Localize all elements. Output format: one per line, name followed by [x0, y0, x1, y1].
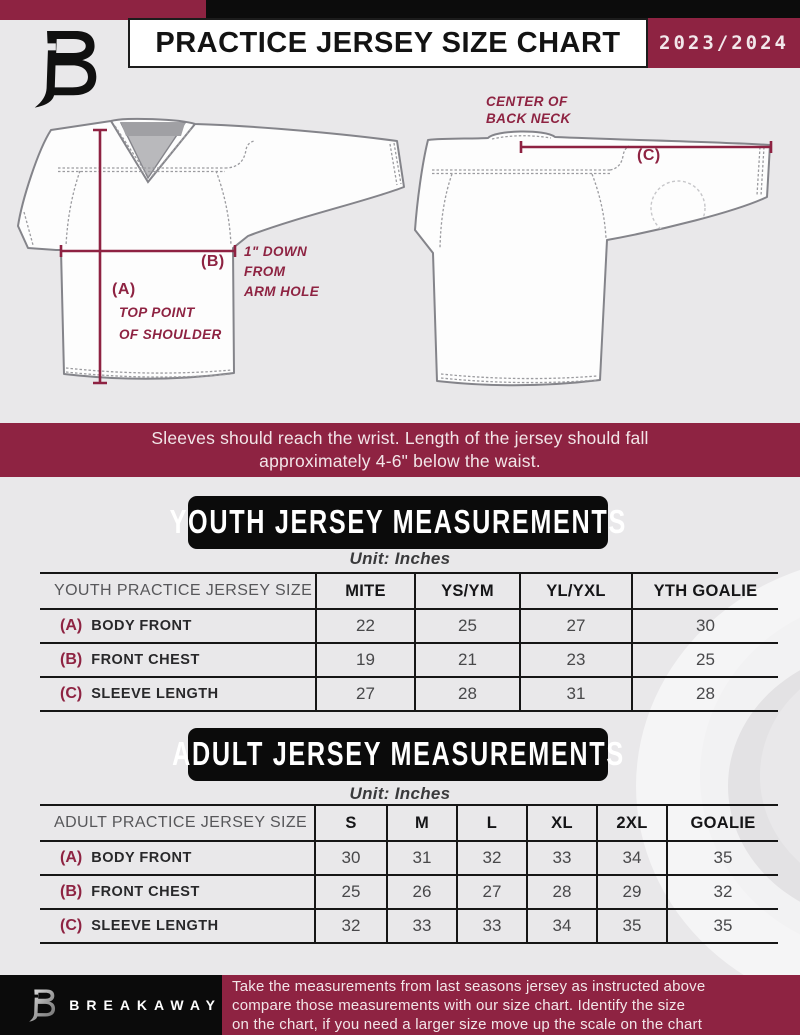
- table-title-cell: ADULT PRACTICE JERSEY SIZE: [54, 814, 308, 831]
- size-value-cell: 33: [527, 841, 597, 875]
- size-value-cell: 27: [520, 609, 632, 643]
- measurement-label-cell: [40, 643, 316, 677]
- size-value-cell: 33: [387, 909, 457, 943]
- size-value-cell: 27: [457, 875, 527, 909]
- measurement-label: SLEEVE LENGTH: [91, 918, 219, 934]
- measurement-key: (C): [60, 917, 83, 934]
- size-value-cell: 32: [667, 875, 778, 909]
- size-column-header: YTH GOALIE: [632, 573, 778, 609]
- size-column-header: M: [387, 805, 457, 841]
- footer-brand-block: [0, 975, 222, 1035]
- size-header-row: [40, 805, 778, 841]
- size-value-cell: 22: [316, 609, 415, 643]
- caption-line: OF SHOULDER: [119, 327, 222, 342]
- size-value-cell: 32: [315, 909, 387, 943]
- size-value-cell: 25: [315, 875, 387, 909]
- adult-section-header: [171, 728, 625, 781]
- measurement-key: (A): [60, 617, 83, 634]
- measurement-label-cell: [40, 609, 316, 643]
- fit-note-banner: [0, 423, 800, 477]
- measurement-label-cell: [40, 841, 315, 875]
- size-value-cell: 25: [632, 643, 778, 677]
- youth-section-title: YOUTH JERSEY MEASUREMENTS: [169, 503, 627, 541]
- size-value-cell: 28: [527, 875, 597, 909]
- size-value-cell: 35: [667, 841, 778, 875]
- measurement-key: (B): [60, 651, 83, 668]
- measurement-key-a: (A): [112, 281, 136, 298]
- size-value-cell: 28: [415, 677, 520, 711]
- size-value-cell: 33: [457, 909, 527, 943]
- breakaway-b-footer-icon: [24, 985, 57, 1025]
- collar-back-band: [121, 123, 185, 136]
- size-column-header: MITE: [316, 573, 415, 609]
- footer-instruction-line: compare those measurements with our size chart. Identify the size: [232, 996, 686, 1014]
- measurement-label: FRONT CHEST: [91, 652, 200, 668]
- size-header-row: [40, 573, 778, 609]
- table-title-cell: YOUTH PRACTICE JERSEY SIZE: [54, 582, 313, 599]
- size-value-cell: 30: [315, 841, 387, 875]
- fit-note-line: approximately 4-6" below the waist.: [259, 451, 541, 471]
- size-value-cell: 34: [527, 909, 597, 943]
- shoulder-caption: [119, 302, 222, 346]
- jersey-diagram-art: [0, 90, 800, 423]
- size-column-header: 2XL: [597, 805, 667, 841]
- size-value-cell: 35: [597, 909, 667, 943]
- measurement-key-b: (B): [201, 253, 225, 270]
- measurement-row: [40, 643, 778, 677]
- measurement-label: BODY FRONT: [91, 618, 192, 634]
- measurement-key-c: (C): [637, 147, 661, 164]
- page-title-text: PRACTICE JERSEY SIZE CHART: [155, 26, 621, 59]
- size-value-cell: 27: [316, 677, 415, 711]
- back-neck-caption: [486, 93, 571, 127]
- measurement-label-cell: [40, 909, 315, 943]
- youth-unit-label: Unit: Inches: [349, 549, 451, 568]
- measurement-label: SLEEVE LENGTH: [91, 686, 219, 702]
- footer-instruction-line: Take the measurements from last seasons jersey as instructed above: [232, 977, 706, 995]
- season-badge: [648, 18, 800, 68]
- size-value-cell: 19: [316, 643, 415, 677]
- youth-section-header: [169, 496, 627, 549]
- footer-instructions: [222, 975, 800, 1035]
- size-column-header: XL: [527, 805, 597, 841]
- adult-unit-label: Unit: Inches: [349, 784, 451, 803]
- measurement-row: [40, 875, 778, 909]
- youth-size-table: [40, 572, 778, 712]
- size-value-cell: 34: [597, 841, 667, 875]
- size-column-header: S: [315, 805, 387, 841]
- size-column-header: GOALIE: [667, 805, 778, 841]
- fit-note-line: Sleeves should reach the wrist. Length of the jersey should fall: [151, 428, 649, 448]
- size-value-cell: 31: [387, 841, 457, 875]
- caption-line: FROM: [244, 264, 286, 279]
- measurement-row: [40, 841, 778, 875]
- season-badge-text: 2023/2024: [659, 32, 789, 54]
- adult-section-title: ADULT JERSEY MEASUREMENTS: [171, 735, 625, 773]
- size-column-header: L: [457, 805, 527, 841]
- size-value-cell: 35: [667, 909, 778, 943]
- jersey-diagrams: [0, 90, 800, 423]
- top-strip-maroon: [0, 0, 206, 20]
- measurement-label: BODY FRONT: [91, 850, 192, 866]
- measurement-label-cell: [40, 677, 316, 711]
- adult-size-table: [40, 804, 778, 944]
- caption-line: CENTER OF: [486, 94, 568, 109]
- measurement-key: (A): [60, 849, 83, 866]
- size-value-cell: 23: [520, 643, 632, 677]
- size-value-cell: 29: [597, 875, 667, 909]
- armhole-caption: [244, 242, 319, 302]
- caption-line: TOP POINT: [119, 305, 195, 320]
- measurement-row: [40, 609, 778, 643]
- footer-instruction-line: on the chart, if you need a larger size move up the scale on the chart: [232, 1015, 703, 1033]
- measurement-key: (C): [60, 685, 83, 702]
- caption-line: BACK NECK: [486, 111, 571, 126]
- size-value-cell: 32: [457, 841, 527, 875]
- measurement-label-cell: [40, 875, 315, 909]
- caption-line: ARM HOLE: [244, 284, 320, 299]
- page-title: [128, 18, 648, 68]
- size-value-cell: 21: [415, 643, 520, 677]
- size-value-cell: 30: [632, 609, 778, 643]
- breakaway-b-logo-icon: [22, 24, 102, 112]
- measurement-row: [40, 909, 778, 943]
- size-value-cell: 26: [387, 875, 457, 909]
- brand-name: BREAKAWAY: [69, 997, 222, 1013]
- size-column-header: YS/YM: [415, 573, 520, 609]
- caption-line: 1" DOWN: [244, 244, 308, 259]
- measurement-row: [40, 677, 778, 711]
- size-value-cell: 28: [632, 677, 778, 711]
- measurement-label: FRONT CHEST: [91, 884, 200, 900]
- top-strip-black: [206, 0, 800, 20]
- measurement-key: (B): [60, 883, 83, 900]
- size-value-cell: 31: [520, 677, 632, 711]
- size-column-header: YL/YXL: [520, 573, 632, 609]
- size-value-cell: 25: [415, 609, 520, 643]
